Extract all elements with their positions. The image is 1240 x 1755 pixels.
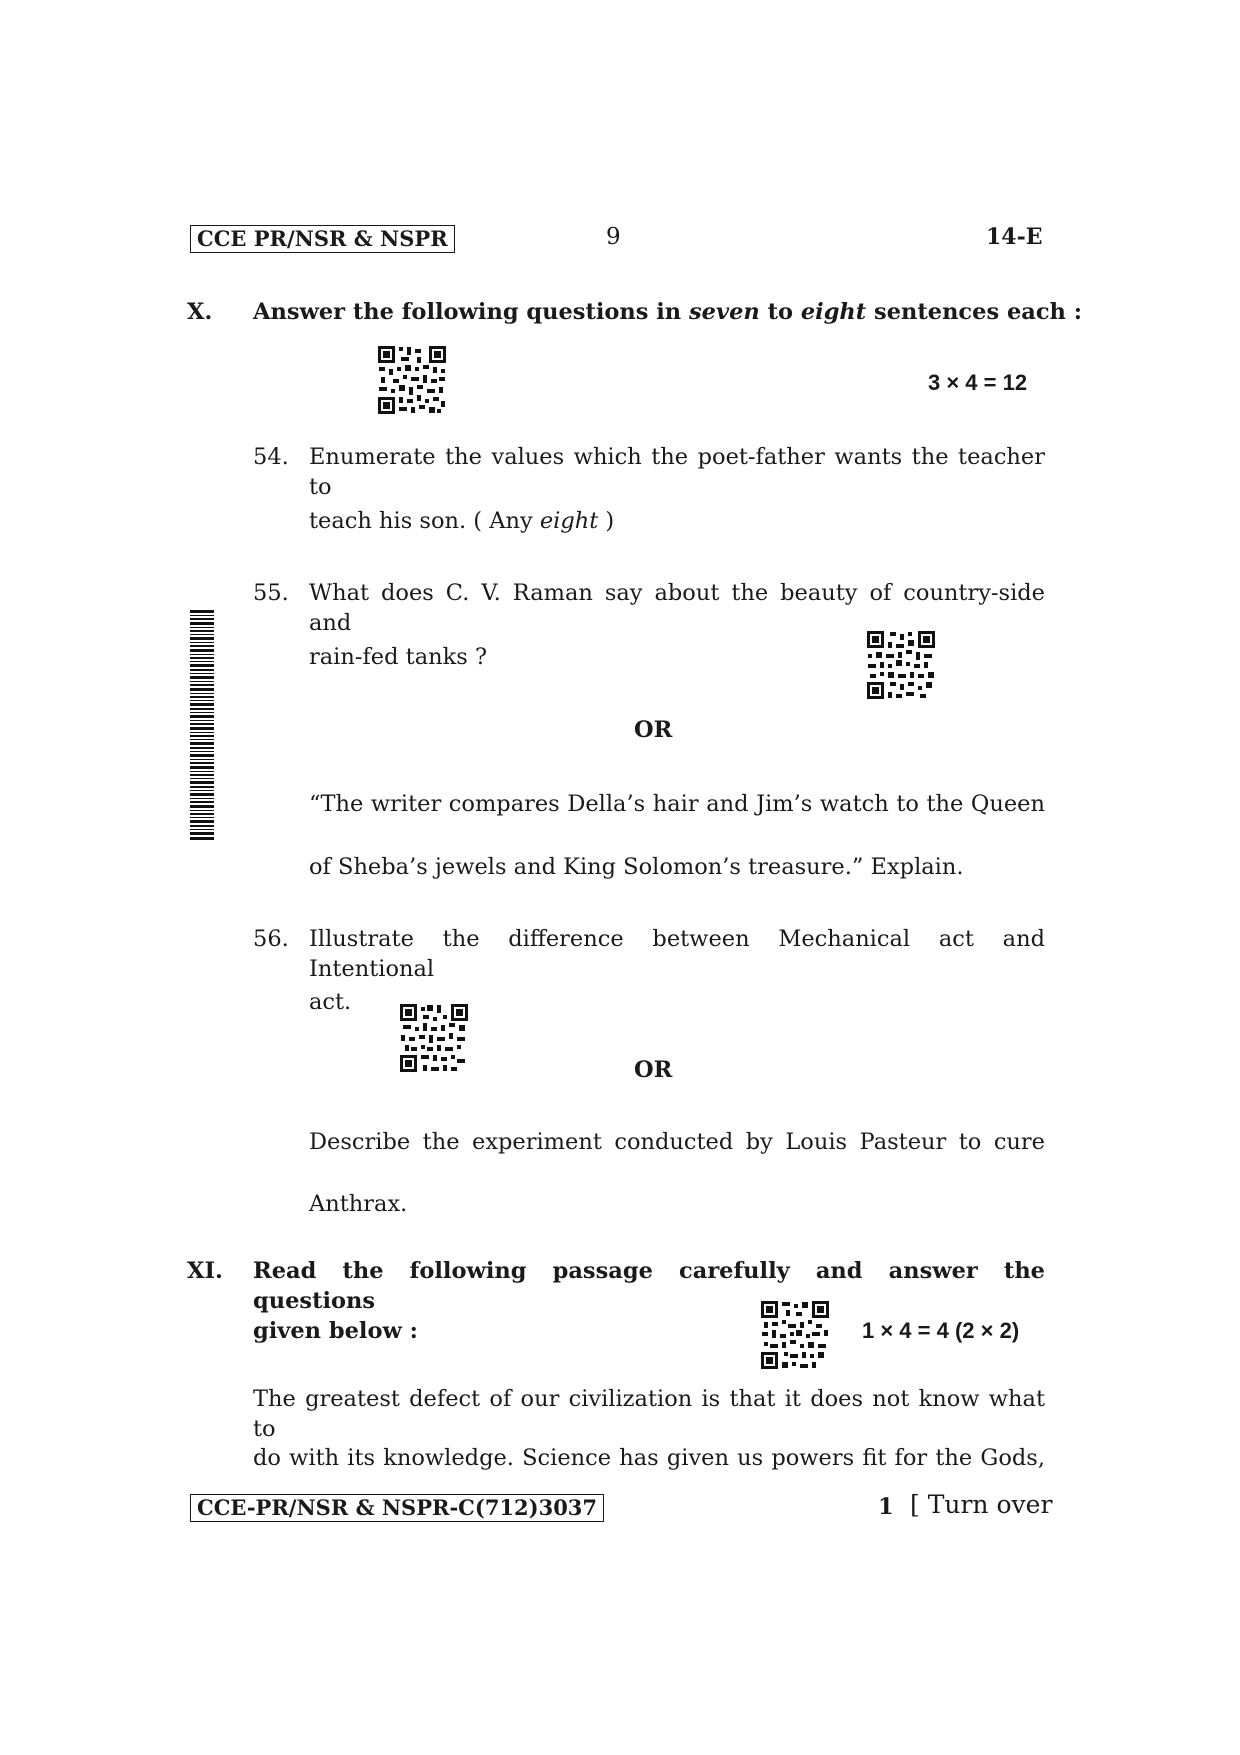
q56-or: OR: [634, 1057, 673, 1083]
turn-over-label: [ Turn over: [910, 1490, 1053, 1519]
header-code-box: CCE PR/NSR & NSPR: [190, 225, 455, 253]
footer-code-box: CCE-PR/NSR & NSPR-C(712)3037: [190, 1494, 604, 1522]
q55-line2: rain-fed tanks ?: [309, 644, 488, 670]
section-x-instruction: Answer the following questions in seven to eight sentences each :: [253, 299, 1083, 325]
q56-line2: act.: [309, 989, 352, 1015]
q54-line2: teach his son. ( Any eight ): [309, 508, 615, 534]
q56-alt-line2: Anthrax.: [309, 1191, 408, 1217]
q56-line1: Illustrate the difference between Mechanical act and Intentional: [309, 926, 1045, 982]
qr-code-icon: [399, 1003, 469, 1073]
q56-alt-line1: Describe the experiment conducted by Louis Pasteur to cure: [309, 1129, 1045, 1155]
section-xi-number: XI.: [187, 1258, 223, 1284]
paper-code: 14-E: [986, 224, 1043, 250]
qr-code-icon: [866, 630, 936, 700]
barcode-icon: [190, 610, 214, 840]
section-x-number: X.: [187, 299, 213, 325]
q55-alt-line2: of Sheba’s jewels and King Solomon’s treasure.” Explain.: [309, 854, 964, 880]
q55-alt-line1: “The writer compares Della’s hair and Jim’s watch to the Queen: [309, 791, 1045, 817]
section-xi-instruction-line1: Read the following passage carefully and answer the questions: [253, 1258, 1045, 1314]
passage-line2: do with its knowledge. Science has given us powers fit for the Gods,: [253, 1445, 1045, 1471]
page-number: 9: [606, 224, 621, 250]
section-xi-marks: 1 × 4 = 4 (2 × 2): [862, 1318, 1020, 1343]
passage-line1: The greatest defect of our civilization is that it does not know what to: [253, 1386, 1045, 1442]
qr-code-icon: [377, 345, 447, 415]
qr-code-icon: [760, 1300, 830, 1370]
section-x-marks: 3 × 4 = 12: [928, 370, 1028, 395]
q55-line1: What does C. V. Raman say about the beauty of country-side and: [309, 580, 1045, 636]
q54-line1: Enumerate the values which the poet-father wants the teacher to: [309, 444, 1045, 500]
q54-number: 54.: [253, 444, 289, 470]
sheet-number: 1: [878, 1494, 894, 1520]
section-xi-instruction-line2: given below :: [253, 1318, 418, 1344]
q56-number: 56.: [253, 926, 289, 952]
q55-or: OR: [634, 717, 673, 743]
q55-number: 55.: [253, 580, 289, 606]
